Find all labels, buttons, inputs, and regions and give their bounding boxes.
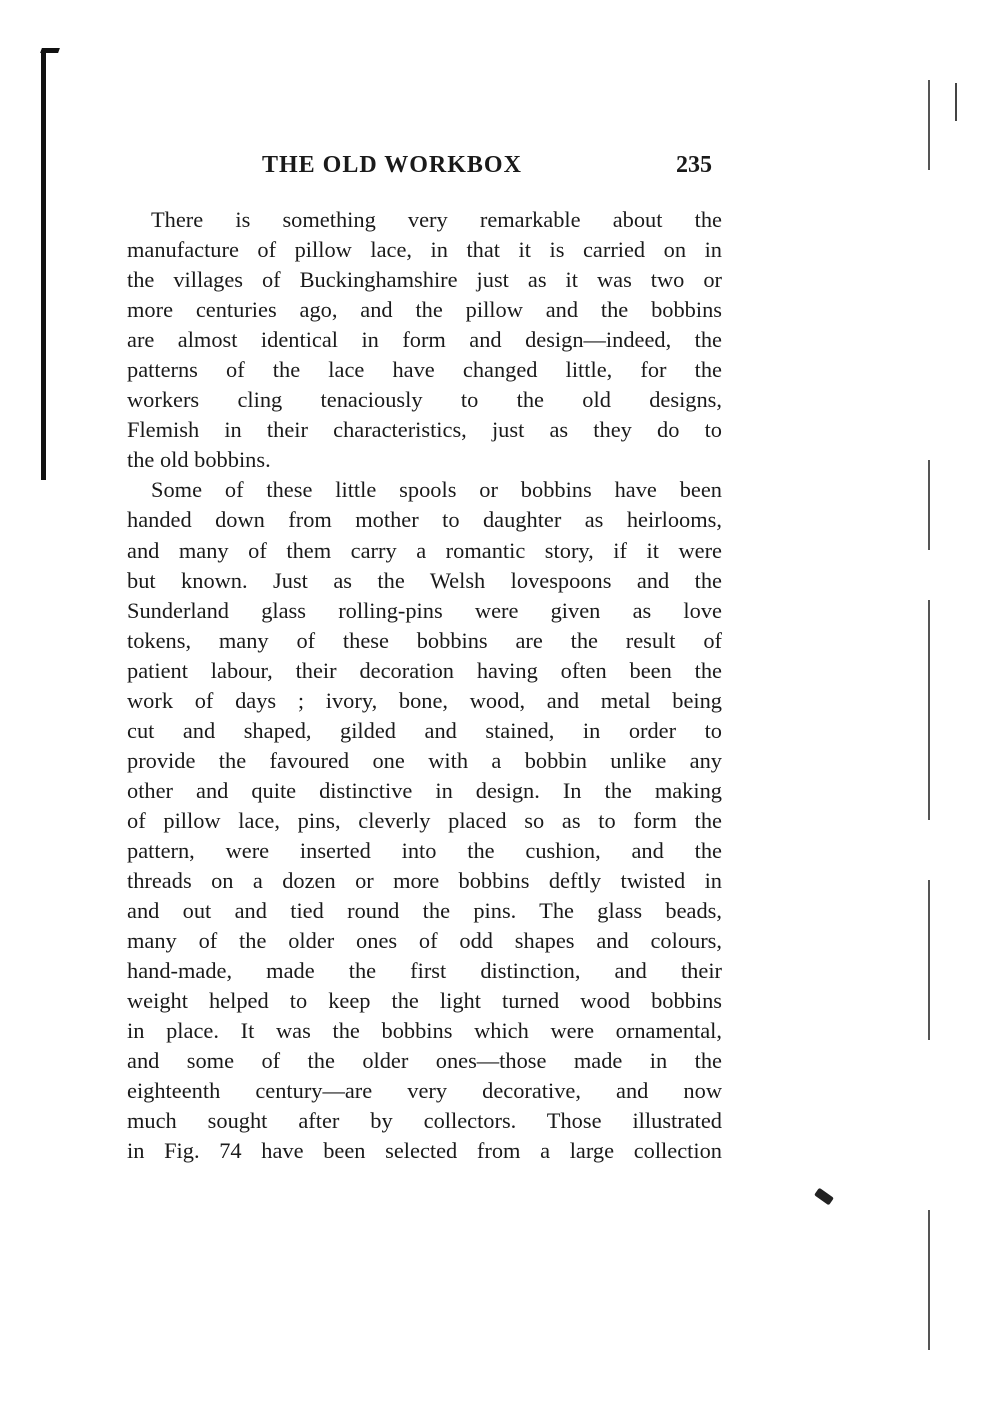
text-line: Some of these little spools or bobbins have been	[151, 477, 722, 503]
text-line: Flemish in their characteristics, just as they do to	[127, 417, 722, 443]
text-line: eighteenth century—are very decorative, and now	[127, 1078, 722, 1104]
scan-margin-line	[928, 80, 930, 170]
text-line: patterns of the lace have changed little, for the	[127, 357, 722, 383]
text-line: but known. Just as the Welsh lovespoons and the	[127, 567, 722, 593]
text-line: the villages of Buckinghamshire just as it was two or	[127, 267, 722, 293]
text-line: other and quite distinctive in design. In the making	[127, 777, 722, 803]
scan-edge-mark	[41, 50, 46, 480]
page-header	[262, 152, 712, 188]
text-line: cut and shaped, gilded and stained, in order to	[127, 717, 722, 743]
scan-edge-mark-top	[40, 48, 60, 53]
scan-smudge	[814, 1188, 834, 1206]
text-line: workers cling tenaciously to the old designs,	[127, 387, 722, 413]
text-line: patient labour, their decoration having often been the	[127, 657, 722, 683]
page-number: 235	[676, 152, 712, 178]
text-line: There is something very remarkable about the	[151, 207, 722, 232]
text-line: work of days ; ivory, bone, wood, and metal being	[127, 687, 722, 713]
scan-margin-line	[928, 1210, 930, 1350]
scan-margin-line	[928, 460, 930, 550]
text-line: threads on a dozen or more bobbins deftly twisted in	[127, 868, 722, 894]
text-line: the old bobbins.	[127, 447, 271, 473]
scan-margin-line	[928, 880, 930, 1040]
scan-margin-line-outer	[955, 83, 957, 121]
text-line: and many of them carry a romantic story, if it were	[127, 537, 722, 563]
text-line: manufacture of pillow lace, in that it is carried on in	[127, 237, 722, 263]
text-line: pattern, were inserted into the cushion, and the	[127, 837, 722, 863]
text-line: and out and tied round the pins. The glass beads,	[127, 898, 722, 924]
text-line: in place. It was the bobbins which were ornamental,	[127, 1018, 722, 1044]
scan-margin-line	[928, 600, 930, 820]
text-line: hand-made, made the first distinction, and their	[127, 958, 722, 984]
text-line: much sought after by collectors. Those illustrated	[127, 1108, 722, 1134]
text-line: handed down from mother to daughter as heirlooms,	[127, 507, 722, 533]
text-line: and some of the older ones—those made in the	[127, 1048, 722, 1074]
text-line: in Fig. 74 have been selected from a large collection	[127, 1138, 722, 1164]
text-line: tokens, many of these bobbins are the result of	[127, 627, 722, 653]
text-line: provide the favoured one with a bobbin unlike any	[127, 747, 722, 773]
text-line: of pillow lace, pins, cleverly placed so as to form the	[127, 807, 722, 833]
text-line: many of the older ones of odd shapes and colours,	[127, 928, 722, 954]
running-title: THE OLD WORKBOX	[262, 152, 522, 178]
text-line: more centuries ago, and the pillow and the bobbins	[127, 297, 722, 323]
body-text	[127, 205, 722, 1167]
text-line: are almost identical in form and design—indeed, the	[127, 327, 722, 353]
text-line: Sunderland glass rolling-pins were given as love	[127, 597, 722, 623]
text-line: weight helped to keep the light turned wood bobbins	[127, 988, 722, 1014]
